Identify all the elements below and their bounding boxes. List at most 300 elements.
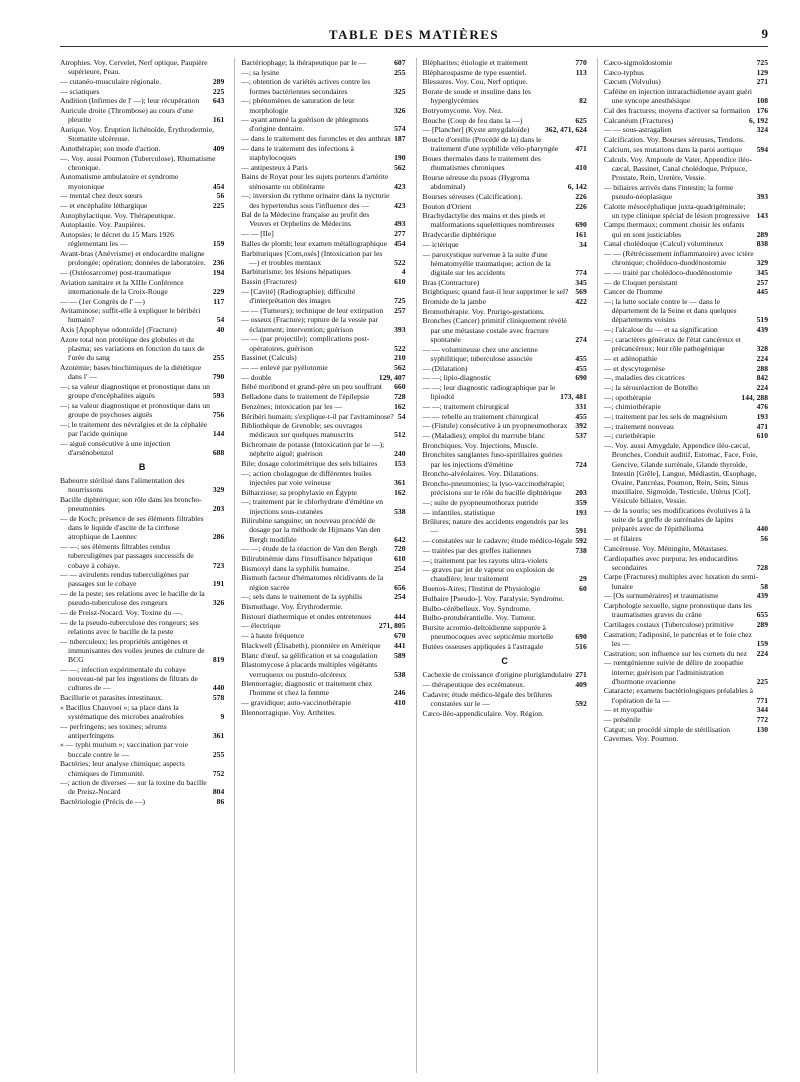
index-entry [423, 192, 587, 201]
index-entry [423, 58, 587, 67]
entry-page: 162 [394, 401, 406, 411]
entry-text: —; la lutte sociale contre le — dans le département de la Seine et dans quelques départements voisins [603, 297, 737, 325]
entry-page: 362, 471, 624 [544, 125, 587, 135]
entry-text: — électrique [241, 621, 281, 631]
entry-text: Boucle d'oreille (Procédé de la) dans le traitement d'une syphilide vélo-pharyngée [422, 135, 559, 154]
index-entry [423, 709, 587, 718]
index-entry [241, 115, 405, 133]
entry-page: 129, 407 [378, 372, 406, 382]
entry-text: Brightiques; quand faut-il leur supprimer le sel? [422, 287, 569, 297]
index-entry [60, 125, 224, 143]
entry-text: Cæco-sigmoïdostomie [603, 58, 673, 67]
entry-page: 203 [575, 488, 587, 498]
entry-text: Avant-bras (Anévrisme) et endocardite maligne prolongée; opération; données de laboratoire. [60, 249, 206, 268]
index-entry [604, 183, 768, 201]
entry-page: 642 [394, 534, 406, 544]
entry-text: — gravidique; auto-vaccinothérapie [241, 698, 351, 708]
index-entry [604, 705, 768, 714]
entry-page: 246 [394, 688, 406, 698]
index-entry [241, 373, 405, 382]
entry-text: Bal de la Médecine française au profit des Veuves et Orphelins de Médecins [241, 210, 370, 229]
entry-page: 610 [394, 277, 406, 287]
entry-page: 161 [212, 115, 225, 125]
entry-page: 454 [394, 238, 406, 248]
entry-text: —; caractères généraux de l'état cancéreux et précancéreux; leur rôle pathogénique [603, 334, 741, 354]
index-entry [604, 383, 768, 392]
entry-text: Bradycardie diphtérique [422, 230, 497, 240]
entry-page: 325 [394, 86, 406, 96]
entry-page: 423 [394, 200, 406, 210]
index-entry [241, 315, 405, 333]
entry-text: Cartilages costaux (Tuberculose) primitive [603, 619, 734, 629]
entry-page: 162 [394, 487, 406, 497]
entry-text: — osseux (Fracture); rupture de la vessie par éclatement; intervention; guérison [241, 315, 379, 334]
index-entry [60, 495, 224, 513]
entry-text: Autoplastie. Voy. Paupières. [60, 220, 146, 230]
entry-page: 772 [756, 715, 768, 725]
index-entry [241, 277, 405, 286]
entry-text: Canal cholédoque (Calcul) volumineux [603, 239, 724, 249]
entry-page: 690 [575, 632, 587, 642]
entry-page: 144, 288 [741, 392, 768, 402]
entry-text: — —; traitement chirurgical [422, 401, 510, 411]
entry-text: Bassinet (Calculs) [241, 353, 297, 363]
entry-page: 519 [756, 315, 768, 325]
entry-text: Bouton d'Orient [422, 201, 472, 211]
index-column-4 [597, 58, 768, 1073]
entry-text: — —; lipio-diagnostic [422, 373, 492, 383]
entry-page: 271 [756, 77, 768, 87]
entry-page: 226 [575, 201, 587, 211]
entry-page: 191 [212, 579, 225, 589]
entry-page: 522 [394, 343, 406, 353]
entry-text: —; action de diverses — sur la toxine du bacille de Preisz-Nocard [60, 778, 207, 797]
entry-text: Broncho-pneumonies; la lyso-vaccinothérapie; précisions sur le rôle du bacille diphtérique [422, 478, 565, 498]
entry-text: Bébé moribond et grand-père un peu souffrant [241, 382, 382, 392]
index-entry [604, 686, 768, 704]
index-entry [604, 441, 768, 505]
index-entry [604, 534, 768, 543]
index-entry [423, 68, 587, 77]
index-entry [423, 173, 587, 191]
entry-page: 409 [575, 680, 587, 689]
entry-page: 240 [394, 449, 406, 459]
entry-page: 656 [394, 582, 406, 592]
entry-text: — et myopathie [603, 705, 653, 715]
entry-text: — [Cavité] (Radiographie); difficulté d'interprétation des images [241, 286, 356, 306]
index-entry [604, 325, 768, 334]
entry-text: Avitaminose; suffit-elle à expliquer le béribéri humain? [60, 306, 201, 325]
entry-text: Bromothérapie. Voy. Prurigo-gestations. [422, 306, 545, 316]
entry-page: 752 [212, 768, 225, 778]
index-entry [60, 297, 224, 306]
index-entry [241, 544, 405, 553]
entry-text: Bilharziose; sa prophylaxie en Égypte [241, 487, 357, 497]
index-entry [241, 382, 405, 391]
entry-page: 56 [216, 191, 225, 201]
entry-page: 728 [394, 392, 406, 402]
index-entry [423, 680, 587, 689]
entry-page: 512 [394, 430, 406, 440]
entry-text: —; la sérosréaction de Botelho [603, 382, 698, 392]
entry-page: 193 [756, 412, 768, 422]
index-entry [241, 440, 405, 458]
entry-text: —; traitement par le chlorhydrate d'émétine en injections sous-cutanées [241, 497, 384, 516]
entry-page: 842 [756, 373, 768, 383]
index-entry [604, 734, 768, 743]
entry-text: Cancer de l'homme [603, 287, 663, 297]
entry-text: Bassin (Fractures) [241, 277, 297, 287]
index-entry [60, 693, 224, 702]
entry-text: Blépharites; étiologie et traitement [422, 58, 528, 67]
entry-text: Bourse séreuse du psoas (Hygroma abdominal) [422, 172, 530, 192]
entry-text: Bactériophage; la thérapeutique par le — [241, 58, 367, 67]
entry-page: 236 [212, 258, 225, 268]
entry-page: 723 [212, 560, 225, 570]
entry-page: 289 [212, 76, 225, 86]
index-entry [60, 570, 224, 588]
entry-page: 393 [394, 324, 406, 334]
entry-page: 34 [579, 239, 587, 249]
entry-text: Bile; dosage colorimétrique des sels biliaires [241, 459, 378, 469]
entry-page: 738 [575, 545, 587, 555]
entry-page: 790 [212, 372, 225, 382]
entry-text: — — [IIe] [241, 229, 274, 239]
entry-page: 108 [756, 96, 768, 106]
entry-page: 113 [575, 67, 587, 77]
entry-page: 130 [756, 724, 768, 734]
index-entry [241, 421, 405, 439]
entry-text: — — sous-astragalien [603, 125, 672, 135]
index-entry [423, 604, 587, 613]
index-column-1 [60, 58, 224, 1073]
entry-text: Bursite acromio-deltoïdienne suppurée à pneumocoques avec septicémie mortelle [422, 622, 554, 642]
entry-text: — aiguë consécutive à une injection d'arsénobenzol [60, 438, 171, 457]
index-entry [423, 613, 587, 622]
entry-text: Auricule droite (Thrombose) au cours d'une pleurite [60, 106, 194, 125]
entry-text: — — avirulents rendus tuberculigènes par passages sur le cobaye [60, 570, 189, 589]
entry-page: 176 [756, 106, 768, 116]
entry-text: —; obtention de variétés actives contre les formes bactériennes secondaires [241, 77, 371, 96]
index-entry [60, 476, 224, 494]
entry-text: Botryomycome. Voy. Nez. [422, 106, 503, 116]
entry-text: Autothérapie; son mode d'action. [60, 143, 161, 153]
entry-page: 159 [212, 239, 225, 249]
index-entry [241, 679, 405, 697]
index-entry [241, 564, 405, 573]
entry-page: 578 [212, 692, 225, 702]
index-entry [423, 116, 587, 125]
index-entry [241, 631, 405, 640]
index-column-3 [416, 58, 587, 1073]
entry-page: 410 [394, 698, 406, 708]
entry-page: 286 [212, 532, 225, 542]
index-entry [241, 621, 405, 630]
entry-page: 190 [394, 153, 406, 163]
entry-text: Bulbaire [Pseudo-]. Voy. Paralysie, Syndrome. [422, 593, 564, 603]
entry-text: Aurique. Voy. Éruption lichénoïde, Érythrodermie, Stomatite ulcéreuse. [60, 124, 215, 144]
index-entry [423, 383, 587, 401]
entry-page: 224 [756, 648, 768, 658]
entry-page: 143 [756, 210, 768, 220]
entry-page: 441 [394, 640, 406, 650]
entry-page: 324 [756, 125, 768, 135]
entry-text: — de Koch; présence de ses éléments filtrables dans le liquide d'ascite de la cirrhose atrophique de Laennec [60, 514, 204, 542]
entry-text: — graves par jet de vapeur ou explosion de chaudière; leur traitement [422, 565, 555, 584]
entry-text: — perfringens; ses toxines; sérums antiperfringens [60, 721, 167, 740]
entry-page: 326 [212, 598, 225, 608]
entry-text: — de la souris; ses modifications évolutives à la suite de la greffe de surrénales de lapins préparés avec de l'épithélioma [603, 506, 751, 534]
entry-page: 277 [394, 229, 406, 239]
index-entry [241, 68, 405, 77]
index-entry [604, 220, 768, 238]
index-entry [60, 335, 224, 363]
entry-text: Blépharospasme de type essentiel. [422, 67, 527, 77]
index-entry [60, 778, 224, 796]
index-entry [241, 660, 405, 678]
entry-page: 329 [756, 258, 768, 268]
entry-page: 257 [756, 277, 768, 287]
index-entry [423, 536, 587, 545]
entry-page: 440 [756, 524, 768, 534]
entry-page: 455 [575, 353, 587, 363]
entry-text: Cæco-typhus [603, 67, 644, 77]
entry-page: 591 [575, 526, 587, 536]
entry-text: — [Os surnuméraires] et traumatisme [603, 591, 719, 601]
index-entry [604, 239, 768, 248]
entry-text: Blackwell (Élisabeth), pionnière en Amérique [241, 640, 381, 650]
entry-text: Cal des fractures; moyens d'activer sa formation [603, 106, 751, 116]
entry-page: 9 [220, 711, 225, 721]
entry-page: 522 [394, 257, 406, 267]
index-entry [423, 642, 587, 651]
index-entry [60, 201, 224, 210]
entry-text: Cavernes. Voy. Poumon. [603, 734, 679, 744]
entry-page: 193 [575, 507, 587, 517]
entry-text: —; traitement par les sels de magnésium [603, 412, 728, 422]
entry-text: Azote total non protéique des globules et du plasma; ses variations en fonction du taux de l'urée du sang [60, 334, 205, 363]
index-entry [423, 498, 587, 507]
entry-page: 537 [575, 430, 587, 440]
entry-page: 493 [394, 219, 406, 229]
index-entry [241, 641, 405, 650]
index-entry [241, 698, 405, 707]
entry-text: Azotémie; bases biochimiques de la diététique dans l' — [60, 363, 202, 382]
entry-text: Axis [Apophyse odontoïde] (Fracture) [60, 325, 177, 335]
index-entry [604, 431, 768, 440]
index-columns [60, 58, 768, 1073]
entry-text: — dans le traitement des infections à staphylocoques [241, 143, 354, 163]
index-entry [604, 268, 768, 277]
index-entry [423, 517, 587, 535]
entry-text: —. Voy. aussi Amygdale, Appendice iléo-cæcal, Bronches, Conduit auditif, Estomac, Face, Foie, Gencive, Glande surrénale, Glande thyroïde, Intestin [Grêle], Langue, Médiastin, Œsophage, Ovaire, Pancréas, Poumon, Rein, Sein, Sinus maxillaire, Sigmoïde, Testicule, Utérus [Col], Vésicule biliaire, Vessie. [603, 441, 758, 506]
entry-page: 254 [394, 592, 406, 602]
index-entry [60, 87, 224, 96]
entry-page: 331 [575, 401, 587, 411]
entry-text: Bilirubine sanguine; un nouveau procédé de dosage par la méthode de Hijmans Van den Bergh modifiée [241, 516, 381, 544]
entry-text: Bilirubinémie dans l'insuffisance hépatique [241, 554, 373, 564]
entry-text: Cæco-iléo-appendiculaire. Voy. Région. [422, 708, 544, 718]
index-entry [60, 306, 224, 324]
entry-text: — de la peste; ses relations avec le bacille de la pseudo-tuberculose des rongeurs [60, 589, 205, 608]
entry-text: — — traité par cholédoco-duodénostomie [603, 267, 732, 277]
entry-page: 589 [394, 650, 406, 660]
index-entry [60, 608, 224, 617]
entry-text: —; action cholagogue de différentes huiles injectées par voie veineuse [241, 468, 372, 487]
index-entry [423, 479, 587, 497]
index-entry [423, 690, 587, 708]
index-entry [60, 665, 224, 693]
entry-text: —; chimiothérapie [603, 402, 661, 412]
entry-page: 6, 142 [567, 182, 587, 192]
entry-text: « Bacillus Chauvoei »; sa place dans la systématique des microbes anaérobies [60, 702, 184, 721]
entry-text: Barbiturisme; les lésions hépatiques [241, 267, 351, 277]
entry-text: Calcanéum (Fractures) [603, 115, 674, 125]
entry-page: 359 [575, 497, 587, 507]
entry-text: Belladone dans le traitement de l'épilepsie [241, 392, 370, 402]
index-entry [423, 508, 587, 517]
entry-page: 329 [212, 485, 225, 495]
index-entry [604, 544, 768, 553]
entry-text: Autopsies; le décret du 15 Mars 1926 réglementant les — [60, 230, 174, 249]
index-entry [241, 287, 405, 305]
entry-text: Brachydactylie des mains et des pieds et malformations squelettiques nombreuses [422, 211, 555, 230]
entry-page: 361 [212, 730, 225, 740]
entry-page: 770 [575, 58, 587, 67]
index-entry [423, 623, 587, 641]
entry-page: 344 [756, 705, 768, 715]
entry-text: Butées osseuses appliquées à l'astragale [422, 641, 544, 651]
entry-text: Brûlures; nature des accidents engendrés par les — [422, 517, 569, 536]
index-entry [60, 382, 224, 400]
index-entry [241, 210, 405, 228]
entry-text: — à haute fréquence [241, 631, 305, 641]
index-entry [60, 220, 224, 229]
entry-page: 255 [212, 749, 225, 759]
entry-text: —; sels dans le traitement de la syphilis [241, 592, 363, 602]
entry-text: —; sa valeur diagnostique et pronostique dans un groupe d'encéphalites aiguës [60, 381, 210, 401]
index-entry [604, 620, 768, 629]
index-entry [241, 96, 405, 114]
entry-page: 224 [756, 382, 768, 392]
index-entry [604, 715, 768, 724]
entry-page: 229 [212, 286, 225, 296]
entry-page: 725 [394, 296, 406, 306]
entry-page: 274 [575, 334, 587, 344]
entry-page: 445 [756, 287, 768, 297]
entry-page: 40 [216, 325, 225, 335]
entry-page: 392 [575, 421, 587, 431]
index-entry [60, 191, 224, 200]
entry-text: Bichromate de potasse (Intoxication par le —); néphrite aiguë; guérison [241, 440, 385, 459]
entry-page: 60 [579, 584, 587, 594]
index-entry [60, 401, 224, 419]
entry-page: 345 [756, 267, 768, 277]
entry-page: 58 [760, 581, 768, 591]
index-entry [604, 125, 768, 134]
entry-page: 345 [575, 277, 587, 287]
entry-page: 56 [760, 534, 768, 544]
entry-text: Carphologie sexuelle, signe pronostique dans les traumatismes graves du crâne [603, 601, 752, 620]
index-entry [423, 364, 587, 373]
index-column-2 [234, 58, 405, 1073]
entry-page: 756 [212, 410, 225, 420]
entry-text: Calotte mésocéphalique juxta-quadrigéminale; un type clinique spécial de lésion progressive [603, 201, 750, 220]
entry-page: 210 [394, 353, 406, 363]
index-entry [423, 441, 587, 450]
index-entry [241, 516, 405, 544]
entry-text: Bistouri diathermique et ondes entretenues [241, 611, 372, 621]
entry-text: — double [241, 372, 272, 382]
entry-page: 203 [212, 504, 225, 514]
entry-text: — et filaires [603, 534, 642, 544]
index-entry [60, 106, 224, 124]
index-entry [60, 589, 224, 607]
index-entry [423, 154, 587, 172]
entry-page: 410 [575, 163, 587, 173]
entry-text: — sciatiques [60, 86, 100, 96]
entry-text: Bacille diphtérique; son rôle dans les broncho-pneumonies [60, 495, 202, 514]
entry-page: 660 [394, 382, 406, 392]
index-entry [241, 144, 405, 162]
entry-page: 610 [394, 554, 406, 564]
entry-page: 328 [756, 344, 768, 354]
entry-text: Blanc d'œuf, sa gélification et sa coagulation [241, 650, 378, 660]
entry-page: 562 [394, 363, 406, 372]
entry-page: 4 [401, 267, 406, 277]
index-entry [60, 703, 224, 721]
entry-page: 129 [756, 67, 768, 77]
entry-text: — biliaires arrivés dans l'intestin; la forme pseudo-néoplasique [603, 182, 734, 201]
entry-text: — ictérique [422, 239, 459, 249]
entry-page: 439 [756, 325, 768, 335]
index-entry [423, 556, 587, 565]
index-entry [241, 402, 405, 411]
entry-page: 774 [575, 267, 587, 277]
index-entry [423, 297, 587, 306]
index-entry [423, 211, 587, 229]
index-entry [423, 230, 587, 239]
entry-text: Broncho-alvéolaires. Voy. Dilatations. [422, 469, 539, 479]
entry-text: —; inversion du rythme urinaire dans la nycturie des hypertendus sous l'influence des — [241, 191, 390, 210]
entry-text: Balles de plomb; leur examen métallographique [241, 238, 387, 248]
entry-text: Bourses séreuses (Calcification). [422, 191, 523, 201]
index-entry [423, 202, 587, 211]
entry-page: 224 [756, 353, 768, 363]
entry-page: 655 [756, 610, 768, 620]
entry-text: — rœntgénienne suivie de délire de zoopathie interne; guérison par l'administration d'hormone ovarienne [603, 658, 744, 686]
entry-text: — infantiles, statistique [422, 507, 495, 517]
entry-page: 574 [394, 124, 406, 134]
entry-text: Borate de soude et insuline dans les hyperglycémies [422, 87, 531, 106]
page-header [60, 26, 768, 47]
entry-text: Blennorragique. Voy. Arthrites. [241, 707, 337, 717]
index-entry [604, 68, 768, 77]
index-entry [604, 249, 768, 267]
index-entry [423, 278, 587, 287]
index-entry [241, 392, 405, 401]
index-entry [241, 77, 405, 95]
entry-page: 455 [575, 411, 587, 421]
index-entry [241, 306, 405, 315]
entry-page: 838 [756, 239, 768, 249]
entry-text: — —; leur diagnostic radiographique par le lipiodol [422, 382, 556, 402]
index-entry [423, 584, 587, 593]
entry-text: — (Ostéosarcome) post-traumatique [60, 267, 171, 277]
entry-page: 725 [756, 58, 768, 67]
entry-text: Caféine en injection intrarachidienne ayant guéri une syncope anesthésique [603, 87, 752, 106]
index-entry [604, 630, 768, 648]
